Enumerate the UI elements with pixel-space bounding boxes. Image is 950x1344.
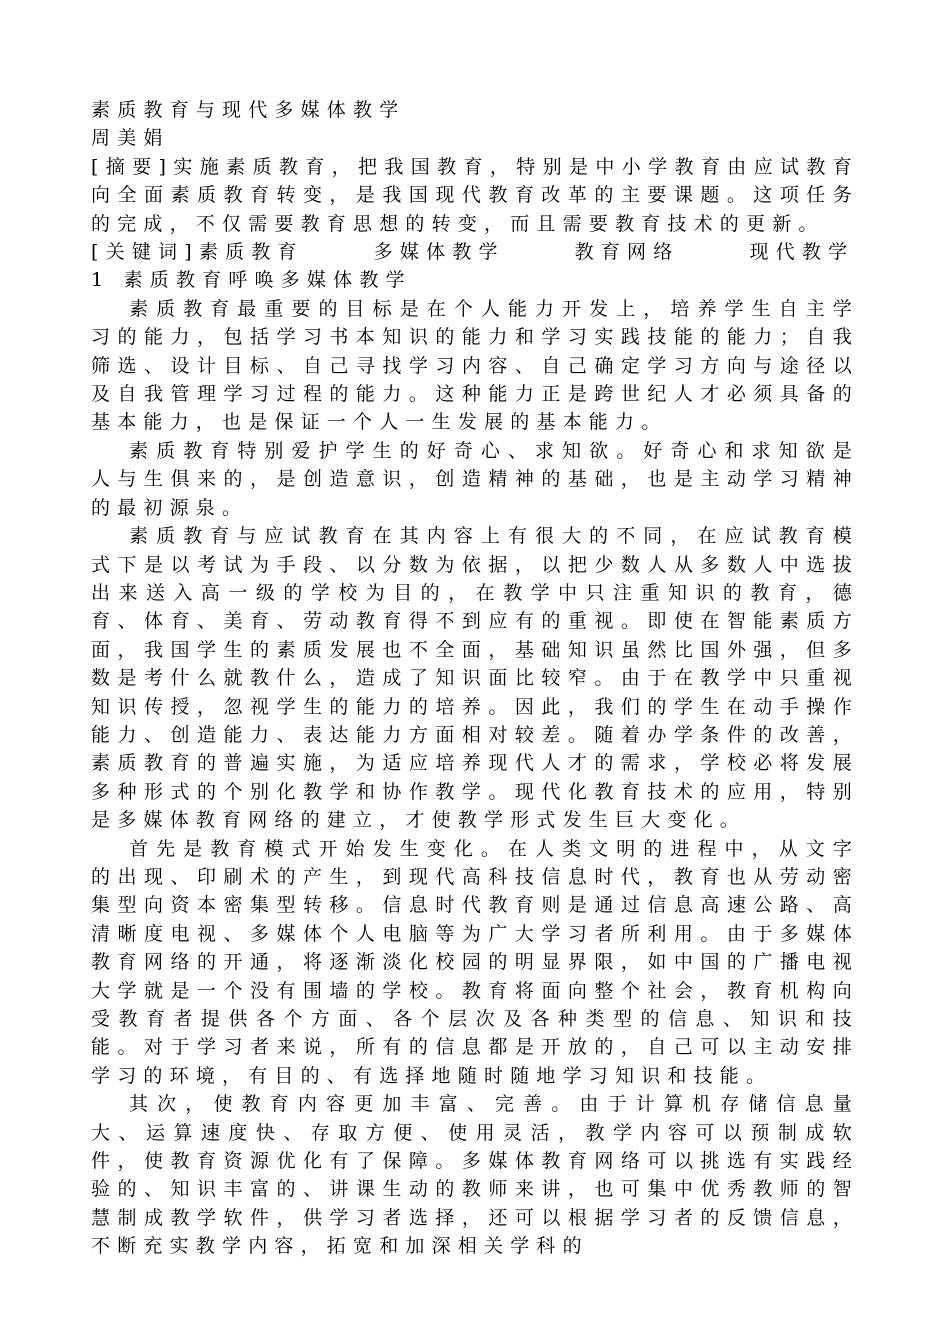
body-paragraph-2: 素质教育特别爱护学生的好奇心、求知欲。好奇心和求知欲是人与生俱来的，是创造意识，创造精神的基础，也是主动学习精神的最初源泉。 [91, 439, 859, 519]
keyword-4: 现代教学 [749, 241, 855, 264]
abstract-label: [摘要] [91, 155, 174, 178]
abstract [91, 153, 859, 238]
body-paragraph-1: 素质教育最重要的目标是在个人能力开发上，培养学生自主学习的能力，包括学习书本知识的能力和学习实践技能的能力；自我筛选、设计目标、自己寻找学习内容、自己确定学习方向与途径以及自我管理学习过程的能力。这种能力正是跨世纪人才必须具备的基本能力，也是保证一个人一生发展的基本能力。 [91, 297, 859, 434]
body-paragraph-5: 其次，使教育内容更加丰富、完善。由于计算机存储信息量大、运算速度快、存取方便、使用灵活，教学内容可以预制成软件，使教育资源优化有了保障。多媒体教育网络可以挑选有实践经验的、知识丰富的、讲课生动的教师来讲，也可集中优秀教师的智慧制成教学软件，供学习者选择，还可以根据学习者的反馈信息，不断充实教学内容，拓宽和加深相关学科的 [91, 1093, 859, 1258]
document-title: 素质教育与现代多媒体教学 [91, 99, 406, 121]
keywords-label: [关键词] [91, 241, 199, 264]
abstract-text: 实施素质教育，把我国教育，特别是中小学教育由应试教育向全面素质教育转变，是我国现代教育改革的主要课题。这项任务的完成，不仅需要教育思想的转变，而且需要教育技术的更新。 [91, 155, 859, 235]
keywords [91, 238, 859, 266]
body-paragraph-4: 首先是教育模式开始发生变化。在人类文明的进程中，从文字的出现、印刷术的产生，到现代高科技信息时代，教育也从劳动密集型向资本密集型转移。信息时代教育则是通过信息高速公路、高清晰度电视、多媒体个人电脑等为广大学习者所利用。由于多媒体教育网络的开通，将逐渐淡化校园的明显界限，如中国的广播电视大学就是一个没有围墙的学校。教育将面向整个社会，教育机构向受教育者提供各个方面、各个层次及各种类型的信息、知识和技能。对于学习者来说，所有的信息都是开放的，自己可以主动安排学习的环境，有目的、有选择地随时随地学习知识和技能。 [91, 837, 859, 1087]
keyword-3: 教育网络 [574, 241, 680, 264]
body-paragraph-3: 素质教育与应试教育在其内容上有很大的不同，在应试教育模式下是以考试为手段、以分数为依据，以把少数人从多数人中选拔出来送入高一级的学校为目的，在教学中只注重知识的教育，德育、体育、美育、劳动教育得不到应有的重视。即使在智能素质方面，我国学生的素质发展也不全面，基础知识虽然比国外强，但多数是考什么就教什么，造成了知识面比较窄。由于在教学中只重视知识传授，忽视学生的能力的培养。因此，我们的学生在动手操作能力、创造能力、表达能力方面相对较差。随着办学条件的改善，素质教育的普遍实施，为适应培养现代人才的需求，学校必将发展多种形式的个别化教学和协作教学。现代化教育技术的应用，特别是多媒体教育网络的建立，才使教学形式发生巨大变化。 [91, 525, 859, 832]
keyword-1: 素质教育 [198, 241, 304, 264]
document-author: 周美娟 [91, 127, 170, 150]
keyword-2: 多媒体教学 [373, 241, 505, 264]
section-heading: 1 素质教育呼唤多媒体教学 [91, 269, 412, 292]
document-page [91, 96, 859, 1261]
